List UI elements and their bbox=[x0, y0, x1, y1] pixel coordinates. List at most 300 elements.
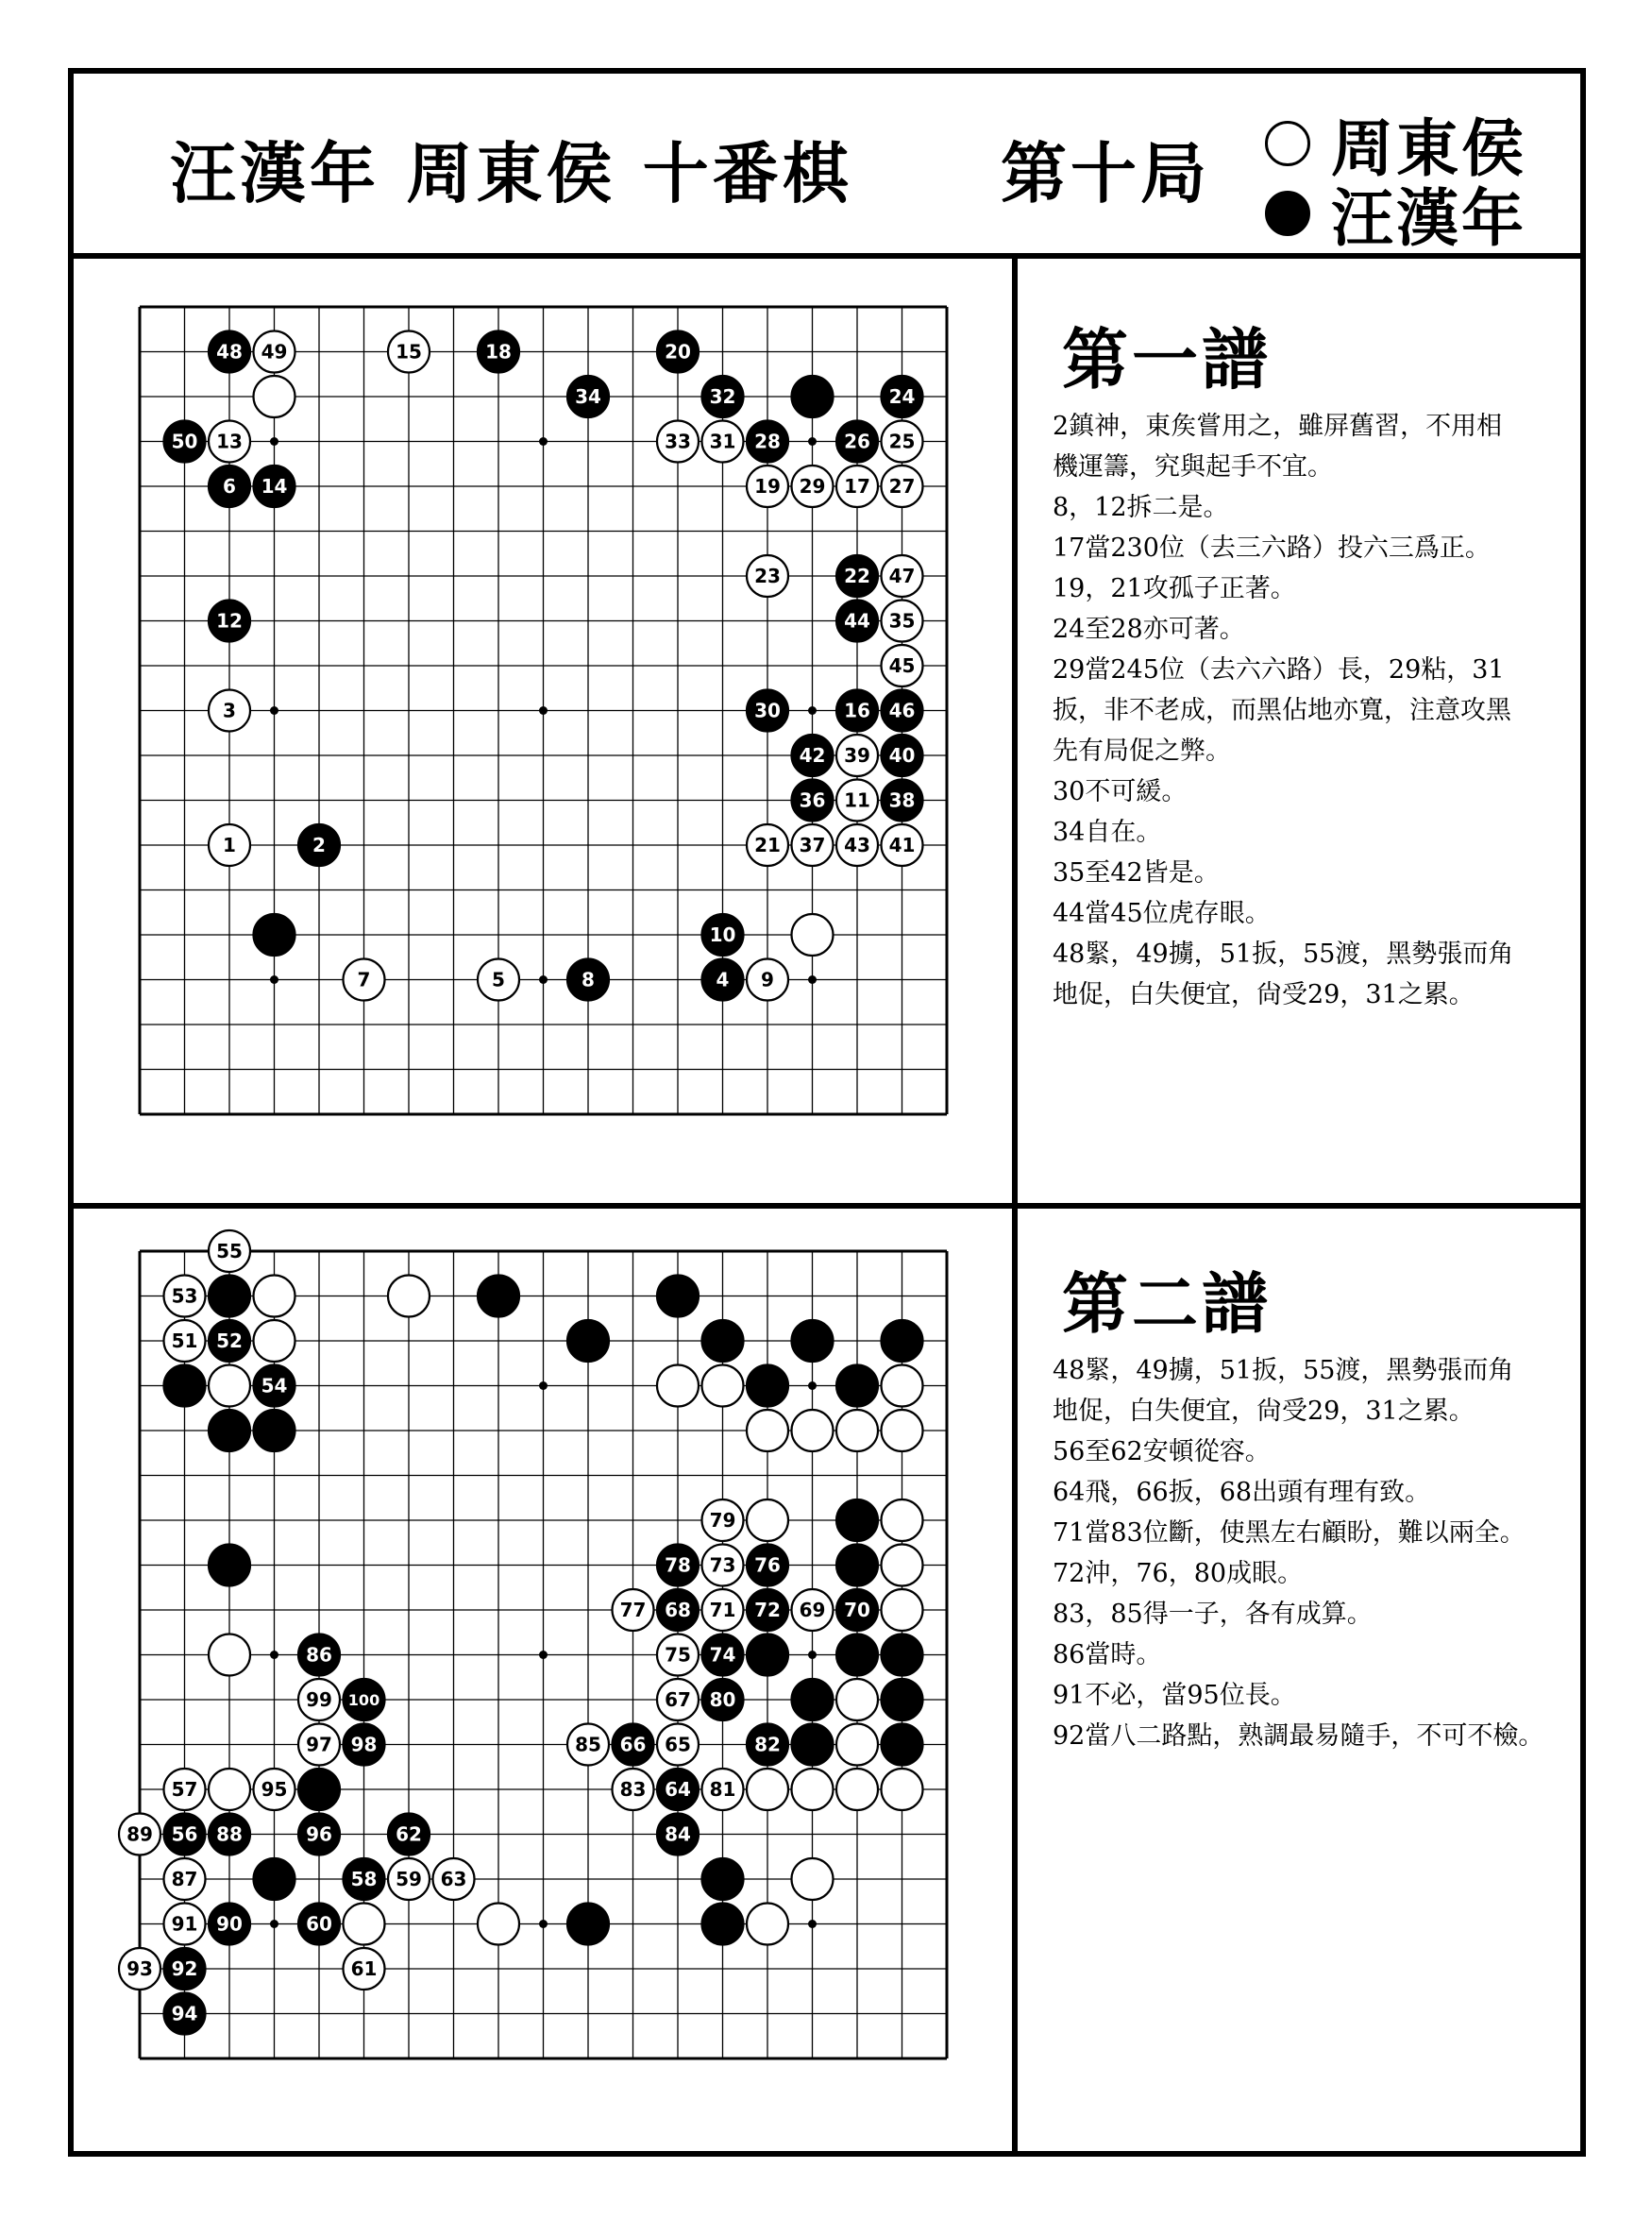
black-stone bbox=[164, 1948, 206, 1990]
white-stone bbox=[254, 1276, 295, 1317]
star-point bbox=[270, 975, 278, 984]
star-point bbox=[270, 1920, 278, 1928]
white-stone bbox=[882, 1545, 923, 1586]
black-stone bbox=[298, 824, 340, 866]
black-stone bbox=[702, 959, 744, 1001]
move-number: 58 bbox=[350, 1868, 378, 1891]
move-number: 76 bbox=[754, 1553, 781, 1577]
black-stone bbox=[657, 331, 699, 373]
white-stone bbox=[747, 1904, 788, 1945]
move-number: 71 bbox=[709, 1599, 736, 1622]
white-stone bbox=[254, 376, 295, 417]
star-point bbox=[270, 706, 278, 715]
move-number: 55 bbox=[216, 1240, 243, 1263]
black-stone bbox=[882, 1724, 923, 1766]
black-stone bbox=[702, 1320, 744, 1362]
move-number: 73 bbox=[709, 1553, 736, 1577]
black-stone bbox=[702, 914, 744, 956]
black-stone bbox=[657, 1545, 699, 1586]
black-stone bbox=[209, 466, 250, 507]
black-stone bbox=[209, 1276, 250, 1317]
black-stone bbox=[164, 1365, 206, 1407]
comment-line: 72沖，76，80成眼。 bbox=[1053, 1559, 1304, 1588]
move-number: 4 bbox=[716, 968, 730, 991]
move-number: 49 bbox=[261, 340, 288, 364]
white-stone bbox=[747, 466, 788, 507]
diagram-2-title: 第二譜 bbox=[1062, 1264, 1272, 1343]
black-stone bbox=[567, 959, 609, 1001]
black-stone bbox=[792, 1679, 834, 1720]
black-stone bbox=[657, 1276, 699, 1317]
move-number: 61 bbox=[350, 1957, 378, 1981]
black-stone bbox=[882, 690, 923, 732]
move-number: 83 bbox=[619, 1778, 647, 1802]
white-stone bbox=[388, 1858, 430, 1900]
white-stone bbox=[747, 1769, 788, 1810]
black-stone bbox=[298, 1904, 340, 1945]
white-stone bbox=[882, 1410, 923, 1451]
black-stone bbox=[478, 1276, 519, 1317]
black-stone bbox=[344, 1679, 385, 1720]
star-point bbox=[808, 437, 817, 446]
white-stone bbox=[478, 959, 519, 1001]
move-number: 5 bbox=[492, 968, 505, 991]
white-stone bbox=[747, 959, 788, 1001]
white-stone bbox=[344, 959, 385, 1001]
white-stone bbox=[478, 1904, 519, 1945]
white-stone bbox=[792, 914, 834, 956]
white-stone bbox=[164, 1769, 206, 1810]
move-number: 29 bbox=[799, 475, 826, 499]
white-stone bbox=[209, 1635, 250, 1676]
move-number: 53 bbox=[171, 1284, 198, 1308]
white-stone bbox=[702, 1589, 744, 1631]
move-number: 67 bbox=[665, 1688, 691, 1712]
black-stone bbox=[836, 601, 878, 642]
white-stone bbox=[882, 1769, 923, 1810]
comment-line: 71當83位斷，使黑左右顧盼，難以兩全。 bbox=[1053, 1518, 1526, 1548]
move-number: 20 bbox=[665, 340, 691, 364]
white-stone bbox=[344, 1904, 385, 1945]
black-stone bbox=[388, 1814, 430, 1855]
black-stone bbox=[836, 1589, 878, 1631]
white-stone bbox=[882, 1589, 923, 1631]
move-number: 84 bbox=[665, 1822, 691, 1846]
white-stone bbox=[747, 555, 788, 597]
black-stone bbox=[792, 1320, 834, 1362]
white-stone bbox=[836, 1724, 878, 1766]
move-number: 3 bbox=[223, 699, 236, 722]
move-number: 17 bbox=[844, 475, 870, 499]
move-number: 91 bbox=[171, 1912, 198, 1936]
move-number: 87 bbox=[171, 1868, 198, 1891]
comment-line: 29當245位（去六六路）長，29粘，31 bbox=[1053, 655, 1505, 685]
black-stone bbox=[792, 780, 834, 822]
black-stone bbox=[613, 1724, 654, 1766]
move-number: 24 bbox=[888, 385, 916, 409]
go-board-2-svg bbox=[113, 1228, 982, 2077]
black-stone bbox=[209, 1814, 250, 1855]
white-stone bbox=[344, 1948, 385, 1990]
comment-line: 48緊，49擄，51扳，55渡，黑勢張而角 bbox=[1053, 1356, 1514, 1385]
move-number: 38 bbox=[888, 788, 916, 812]
black-stone bbox=[567, 1320, 609, 1362]
black-stone bbox=[747, 1365, 788, 1407]
black-stone bbox=[882, 780, 923, 822]
move-number: 68 bbox=[665, 1599, 691, 1622]
move-number: 13 bbox=[216, 430, 243, 453]
move-number: 36 bbox=[799, 788, 826, 812]
black-stone bbox=[836, 1545, 878, 1586]
move-number: 75 bbox=[665, 1643, 691, 1667]
black-stone bbox=[747, 690, 788, 732]
move-number: 34 bbox=[575, 385, 601, 409]
move-number: 1 bbox=[223, 834, 236, 857]
black-stone bbox=[298, 1814, 340, 1855]
star-point bbox=[539, 706, 548, 715]
move-number: 48 bbox=[216, 340, 243, 364]
white-stone bbox=[792, 824, 834, 866]
middle-divider bbox=[68, 1203, 1586, 1209]
comment-line: 地促，白失便宜，尙受29，31之累。 bbox=[1053, 980, 1475, 1009]
move-number: 39 bbox=[844, 744, 870, 768]
move-number: 37 bbox=[799, 834, 826, 857]
column-divider bbox=[1012, 253, 1018, 2157]
star-point bbox=[808, 706, 817, 715]
comment-line: 92當八二路點，熟調最易隨手，不可不檢。 bbox=[1053, 1721, 1544, 1751]
black-stone bbox=[209, 1904, 250, 1945]
white-stone bbox=[702, 421, 744, 463]
white-stone bbox=[209, 824, 250, 866]
move-number: 80 bbox=[709, 1688, 736, 1712]
black-stone bbox=[882, 1635, 923, 1676]
black-stone bbox=[792, 1724, 834, 1766]
white-stone bbox=[792, 1858, 834, 1900]
move-number: 59 bbox=[396, 1868, 422, 1891]
black-stone bbox=[209, 1320, 250, 1362]
move-number: 94 bbox=[171, 2002, 198, 2025]
black-stone bbox=[747, 1724, 788, 1766]
black-stone-icon bbox=[1265, 191, 1310, 236]
black-stone bbox=[478, 331, 519, 373]
white-stone bbox=[254, 1769, 295, 1810]
white-stone bbox=[836, 824, 878, 866]
white-stone bbox=[567, 1724, 609, 1766]
black-stone bbox=[747, 1545, 788, 1586]
move-number: 42 bbox=[799, 744, 826, 768]
white-stone-icon bbox=[1265, 121, 1310, 166]
white-stone bbox=[613, 1769, 654, 1810]
white-stone bbox=[792, 1410, 834, 1451]
comment-line: 地促，白失便宜，尙受29，31之累。 bbox=[1053, 1397, 1475, 1426]
move-number: 6 bbox=[223, 475, 236, 499]
black-stone bbox=[254, 466, 295, 507]
move-number: 14 bbox=[261, 475, 288, 499]
white-stone bbox=[882, 645, 923, 686]
star-point bbox=[270, 437, 278, 446]
move-number: 8 bbox=[582, 968, 595, 991]
comment-line: 44當45位虎存眼。 bbox=[1053, 899, 1271, 928]
move-number: 60 bbox=[306, 1912, 332, 1936]
move-number: 12 bbox=[216, 609, 243, 633]
move-number: 47 bbox=[888, 565, 916, 588]
black-stone bbox=[209, 601, 250, 642]
move-number: 79 bbox=[709, 1509, 736, 1533]
white-stone bbox=[164, 1320, 206, 1362]
white-player-name: 周東侯 bbox=[1331, 111, 1526, 185]
star-point bbox=[808, 1920, 817, 1928]
white-stone bbox=[209, 1365, 250, 1407]
black-stone bbox=[344, 1724, 385, 1766]
move-number: 85 bbox=[575, 1733, 601, 1756]
move-number: 56 bbox=[171, 1822, 198, 1846]
white-stone bbox=[702, 1769, 744, 1810]
black-stone bbox=[209, 1545, 250, 1586]
move-number: 99 bbox=[306, 1688, 332, 1712]
black-stone bbox=[164, 1814, 206, 1855]
white-stone bbox=[882, 601, 923, 642]
move-number: 35 bbox=[888, 609, 916, 633]
move-number: 43 bbox=[844, 834, 870, 857]
black-stone bbox=[836, 690, 878, 732]
black-stone bbox=[792, 735, 834, 776]
black-stone bbox=[836, 555, 878, 597]
diagram-1-commentary bbox=[1053, 406, 1513, 1015]
black-stone bbox=[792, 376, 834, 417]
move-number: 28 bbox=[754, 430, 781, 453]
white-stone bbox=[254, 1320, 295, 1362]
star-point bbox=[270, 1651, 278, 1659]
move-number: 81 bbox=[709, 1778, 736, 1802]
move-number: 100 bbox=[347, 1690, 380, 1709]
white-stone bbox=[702, 1545, 744, 1586]
move-number: 21 bbox=[754, 834, 781, 857]
move-number: 54 bbox=[261, 1374, 288, 1397]
comment-line: 86當時。 bbox=[1053, 1640, 1162, 1669]
move-number: 11 bbox=[844, 788, 870, 812]
white-stone bbox=[433, 1858, 475, 1900]
white-stone bbox=[209, 1769, 250, 1810]
comment-line: 24至28亦可著。 bbox=[1053, 615, 1245, 644]
black-stone bbox=[836, 421, 878, 463]
white-stone bbox=[164, 1276, 206, 1317]
black-stone bbox=[747, 1635, 788, 1676]
move-number: 41 bbox=[888, 834, 916, 857]
move-number: 2 bbox=[312, 834, 326, 857]
star-point bbox=[808, 1651, 817, 1659]
move-number: 86 bbox=[306, 1643, 332, 1667]
comment-line: 34自在。 bbox=[1053, 818, 1162, 847]
move-number: 89 bbox=[126, 1822, 153, 1846]
move-number: 57 bbox=[171, 1778, 198, 1802]
white-stone bbox=[657, 1679, 699, 1720]
star-point bbox=[539, 1651, 548, 1659]
white-stone bbox=[747, 1499, 788, 1541]
white-stone bbox=[209, 1230, 250, 1272]
black-stone bbox=[254, 1410, 295, 1451]
white-stone bbox=[836, 735, 878, 776]
comment-line: 2鎮神，東矦嘗用之，雖屏舊習，不用相 bbox=[1053, 412, 1503, 441]
black-stone bbox=[836, 1365, 878, 1407]
move-number: 46 bbox=[888, 699, 916, 722]
move-number: 77 bbox=[619, 1599, 647, 1622]
black-stone bbox=[164, 421, 206, 463]
move-number: 63 bbox=[440, 1868, 467, 1891]
move-number: 88 bbox=[216, 1822, 243, 1846]
white-stone bbox=[836, 1769, 878, 1810]
move-number: 82 bbox=[754, 1733, 781, 1756]
white-stone bbox=[209, 690, 250, 732]
black-stone bbox=[702, 1635, 744, 1676]
comment-line: 8，12拆二是。 bbox=[1053, 493, 1229, 522]
move-number: 23 bbox=[754, 565, 781, 588]
move-number: 90 bbox=[216, 1912, 243, 1936]
move-number: 44 bbox=[844, 609, 870, 633]
black-stone bbox=[882, 1679, 923, 1720]
move-number: 51 bbox=[171, 1330, 198, 1353]
white-stone bbox=[792, 1769, 834, 1810]
comment-line: 扳，非不老成，而黑佔地亦寬，注意攻黑 bbox=[1053, 696, 1511, 725]
white-stone bbox=[882, 1365, 923, 1407]
black-stone bbox=[702, 1679, 744, 1720]
black-stone bbox=[254, 1858, 295, 1900]
move-number: 92 bbox=[171, 1957, 198, 1981]
white-stone bbox=[388, 1276, 430, 1317]
black-stone bbox=[209, 331, 250, 373]
white-stone bbox=[254, 331, 295, 373]
comment-line: 91不必，當95位長。 bbox=[1053, 1681, 1296, 1710]
go-board-1 bbox=[113, 283, 982, 1133]
move-number: 50 bbox=[171, 430, 198, 453]
black-stone bbox=[702, 1858, 744, 1900]
move-number: 16 bbox=[844, 699, 870, 722]
white-stone bbox=[792, 466, 834, 507]
move-number: 45 bbox=[888, 654, 916, 678]
white-stone bbox=[747, 824, 788, 866]
move-number: 18 bbox=[485, 340, 512, 364]
white-stone bbox=[164, 1858, 206, 1900]
white-stone bbox=[119, 1814, 160, 1855]
white-stone bbox=[792, 1589, 834, 1631]
white-stone bbox=[164, 1904, 206, 1945]
move-number: 62 bbox=[396, 1822, 422, 1846]
white-stone bbox=[657, 1724, 699, 1766]
black-stone bbox=[254, 1365, 295, 1407]
black-stone bbox=[567, 376, 609, 417]
move-number: 95 bbox=[261, 1778, 288, 1802]
move-number: 70 bbox=[844, 1599, 870, 1622]
comment-line: 機運籌，究與起手不宜。 bbox=[1053, 452, 1333, 482]
move-number: 32 bbox=[709, 385, 736, 409]
white-stone bbox=[298, 1679, 340, 1720]
star-point bbox=[539, 437, 548, 446]
white-stone bbox=[882, 466, 923, 507]
legend-black bbox=[1265, 168, 1526, 258]
star-point bbox=[539, 1381, 548, 1390]
white-stone bbox=[882, 824, 923, 866]
go-board-2 bbox=[113, 1228, 982, 2077]
black-stone bbox=[344, 1858, 385, 1900]
comment-line: 30不可緩。 bbox=[1053, 777, 1188, 806]
comment-line: 64飛，66扳，68出頭有理有致。 bbox=[1053, 1478, 1431, 1507]
star-point bbox=[539, 975, 548, 984]
black-stone bbox=[836, 1499, 878, 1541]
white-stone bbox=[836, 1679, 878, 1720]
white-stone bbox=[747, 1410, 788, 1451]
move-number: 78 bbox=[665, 1553, 691, 1577]
move-number: 27 bbox=[888, 475, 916, 499]
black-stone bbox=[882, 735, 923, 776]
move-number: 19 bbox=[754, 475, 781, 499]
white-stone bbox=[657, 1365, 699, 1407]
black-stone bbox=[657, 1769, 699, 1810]
white-stone bbox=[657, 421, 699, 463]
white-stone bbox=[657, 1635, 699, 1676]
black-stone bbox=[657, 1814, 699, 1855]
black-stone bbox=[747, 421, 788, 463]
white-stone bbox=[836, 1410, 878, 1451]
star-point bbox=[808, 1381, 817, 1390]
move-number: 52 bbox=[216, 1330, 243, 1353]
black-stone bbox=[209, 1410, 250, 1451]
move-number: 30 bbox=[754, 699, 781, 722]
diagram-2-commentary bbox=[1053, 1350, 1543, 1756]
white-stone bbox=[836, 466, 878, 507]
move-number: 9 bbox=[761, 968, 774, 991]
black-stone bbox=[702, 376, 744, 417]
page-title: 汪漢年 周東侯 十番棋 bbox=[170, 134, 852, 212]
comment-line: 35至42皆是。 bbox=[1053, 858, 1220, 888]
move-number: 15 bbox=[396, 340, 422, 364]
star-point bbox=[539, 1920, 548, 1928]
move-number: 40 bbox=[888, 744, 916, 768]
black-stone bbox=[657, 1589, 699, 1631]
move-number: 10 bbox=[709, 923, 736, 947]
black-stone bbox=[747, 1589, 788, 1631]
move-number: 72 bbox=[754, 1599, 781, 1622]
white-stone bbox=[298, 1724, 340, 1766]
move-number: 74 bbox=[709, 1643, 736, 1667]
black-stone bbox=[164, 1993, 206, 2035]
white-stone bbox=[836, 780, 878, 822]
game-number: 第十局 bbox=[1001, 134, 1210, 212]
white-stone bbox=[613, 1589, 654, 1631]
white-stone bbox=[882, 555, 923, 597]
diagram-1-title: 第一譜 bbox=[1062, 320, 1272, 398]
white-stone bbox=[702, 1365, 744, 1407]
black-player-name: 汪漢年 bbox=[1331, 181, 1526, 255]
move-number: 69 bbox=[799, 1599, 826, 1622]
black-stone bbox=[298, 1635, 340, 1676]
move-number: 98 bbox=[350, 1733, 378, 1756]
move-number: 22 bbox=[844, 565, 870, 588]
black-stone bbox=[836, 1635, 878, 1676]
move-number: 33 bbox=[665, 430, 691, 453]
move-number: 31 bbox=[709, 430, 736, 453]
white-stone bbox=[882, 421, 923, 463]
white-stone bbox=[209, 421, 250, 463]
move-number: 7 bbox=[357, 968, 371, 991]
comment-line: 先有局促之弊。 bbox=[1053, 737, 1231, 766]
black-stone bbox=[567, 1904, 609, 1945]
comment-line: 48緊，49擄，51扳，55渡，黑勢張而角 bbox=[1053, 940, 1514, 969]
move-number: 26 bbox=[844, 430, 870, 453]
white-stone bbox=[702, 1499, 744, 1541]
move-number: 65 bbox=[665, 1733, 691, 1756]
move-number: 64 bbox=[665, 1778, 691, 1802]
black-stone bbox=[882, 376, 923, 417]
comment-line: 19，21攻孤子正著。 bbox=[1053, 574, 1296, 603]
